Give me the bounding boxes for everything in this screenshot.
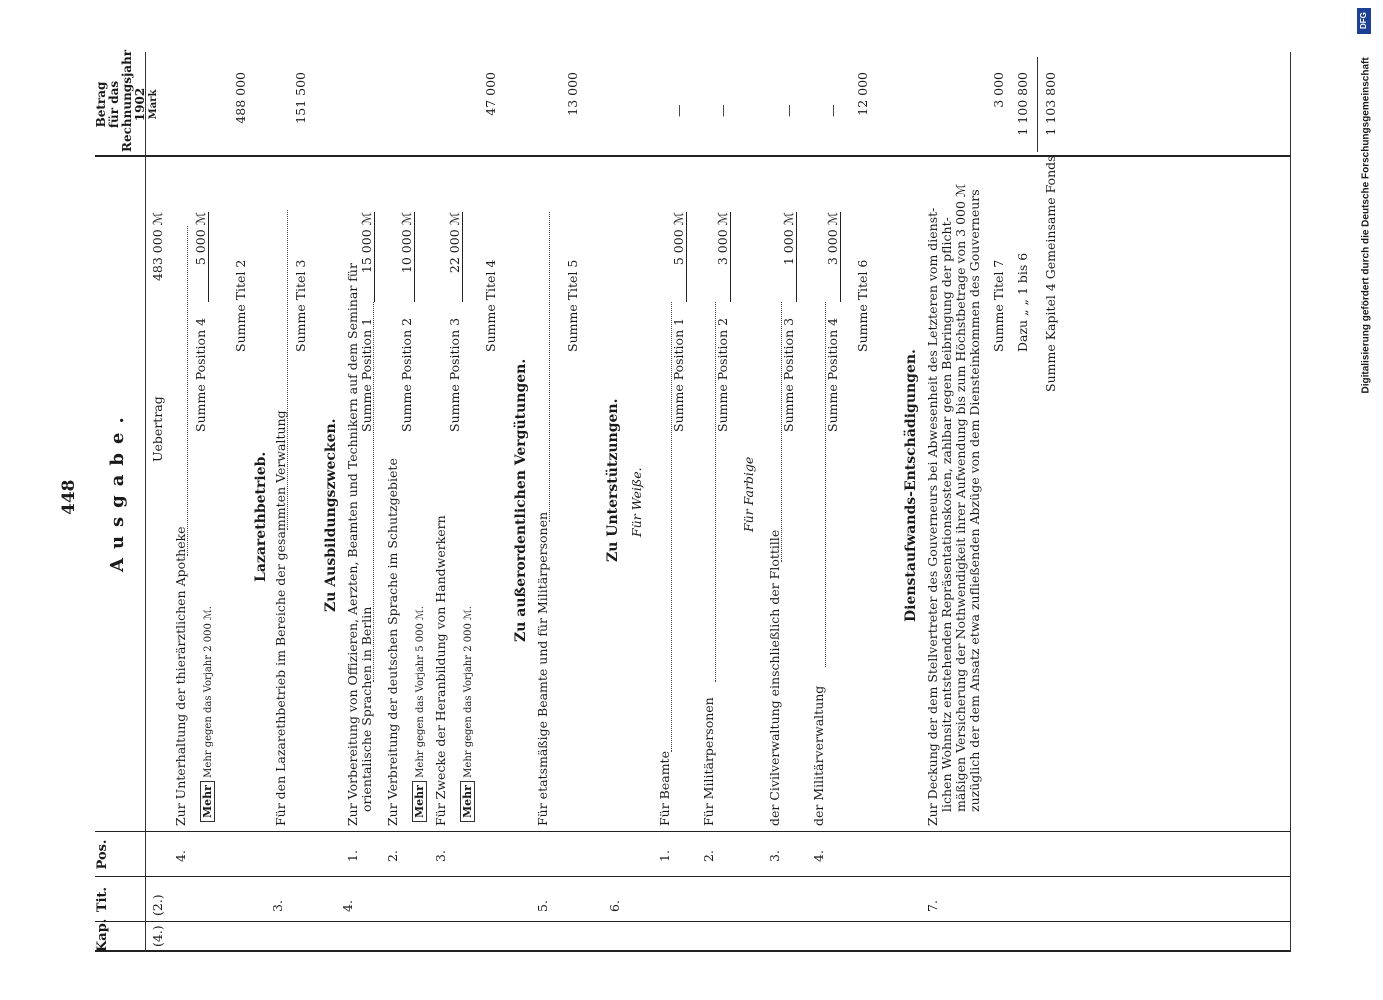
row-text: Zur Deckung der dem Stellvertreter des Gouverneurs bei Abwesenheit des Letzteren vom dienst- bbox=[925, 207, 940, 826]
betrag-line: Betrag bbox=[94, 81, 108, 128]
tit-num: 5. bbox=[535, 900, 550, 912]
betrag-line: für das bbox=[107, 80, 121, 129]
pos-amount: 5 000 ℳ bbox=[193, 212, 209, 302]
sum-label: Summe Position 4 bbox=[825, 317, 840, 432]
row-text: Für den Lazarethbetrieb im Bereiche der gesammten Verwaltung bbox=[273, 410, 288, 826]
tit-cont: (2.) bbox=[150, 894, 165, 916]
sub-heading: Für Farbige bbox=[741, 456, 756, 532]
tit-num: 3. bbox=[270, 900, 285, 912]
page-title: Ausgabe. bbox=[107, 408, 128, 572]
kapitel-amount: 1 103 800 bbox=[1043, 72, 1058, 136]
kapitel-label: Summe Kapitel 4 Gemeinsame Fonds bbox=[1043, 155, 1058, 392]
row-text: zuzüglich der dem Ansatz etwa zufließenden Abzüge von dem Diensteinkommen des Gouverneurs bbox=[967, 189, 982, 812]
dfg-note-text: Digitalisierung gefördert durch die Deutsche Forschungsgemeinschaft bbox=[1360, 57, 1372, 394]
titel-amount: 12 000 bbox=[855, 72, 870, 116]
mehr-note: Mehr Mehr gegen das Vorjahr 2 000 ℳ. bbox=[201, 606, 214, 822]
dazu-amount: 1 100 800 bbox=[1015, 72, 1030, 136]
uebertrag-amount: 483 000 ℳ bbox=[150, 212, 165, 282]
sum-label: Summe Position 3 bbox=[447, 317, 462, 432]
tit-num: 7. bbox=[925, 900, 940, 912]
col-tit: Tit. bbox=[95, 886, 110, 913]
sum-label: Summe Position 2 bbox=[399, 317, 414, 432]
pos-amount: 1 000 ℳ bbox=[781, 212, 797, 302]
dfg-note bbox=[1346, 8, 1383, 420]
titel-label: Summe Titel 7 bbox=[991, 259, 1006, 352]
titel-amount: 47 000 bbox=[483, 72, 498, 116]
sum-label: Summe Position 4 bbox=[193, 317, 208, 432]
sum-label: Summe Position 1 bbox=[671, 317, 686, 432]
page-number: 448 bbox=[59, 479, 79, 515]
col-betrag bbox=[94, 49, 160, 152]
row-text: Für Zwecke der Heranbildung von Handwerkern bbox=[433, 515, 448, 826]
budget-table bbox=[94, 49, 1295, 952]
dazu-label: Dazu „ „ 1 bis 6 bbox=[1015, 252, 1030, 352]
section-heading: Zu Unterstützungen. bbox=[605, 398, 621, 562]
pos-num: 2. bbox=[385, 850, 400, 862]
pos-amount: 22 000 ℳ bbox=[447, 212, 463, 302]
pos-amount: 3 000 ℳ bbox=[825, 212, 841, 302]
row-text: der Militärverwaltung bbox=[811, 685, 826, 826]
tit-num: 4. bbox=[340, 900, 355, 912]
col-pos: Pos. bbox=[95, 839, 110, 870]
sum-label: Summe Position 3 bbox=[781, 317, 796, 432]
pos-num: 4. bbox=[173, 850, 188, 862]
row-text: Zur Vorbereitung von Offizieren, Aerzten, Beamten und Technikern auf dem Seminar für bbox=[345, 263, 360, 826]
pos-num: 2. bbox=[701, 850, 716, 862]
row-text: Für Militärpersonen bbox=[701, 697, 716, 826]
pos-amount: 15 000 ℳ bbox=[359, 212, 375, 302]
titel-amount: 3 000 bbox=[991, 72, 1006, 108]
kap-cont: (4.) bbox=[150, 925, 165, 947]
mehr-note: Mehr Mehr gegen das Vorjahr 2 000 ℳ. bbox=[461, 606, 474, 822]
pos-amount: 3 000 ℳ bbox=[715, 212, 731, 302]
betrag-line: 1902 bbox=[133, 87, 147, 122]
dash: — bbox=[781, 104, 796, 117]
titel-label: Summe Titel 2 bbox=[233, 259, 248, 352]
dfg-logo: DFG bbox=[1357, 8, 1371, 34]
row-text: Zur Unterhaltung der thierärztlichen Apotheke bbox=[173, 526, 188, 826]
tit-num: 6. bbox=[607, 900, 622, 912]
currency: Mark bbox=[148, 89, 159, 120]
pos-amount: 10 000 ℳ bbox=[399, 212, 415, 302]
sum-label: Summe Position 1 bbox=[359, 317, 374, 432]
mehr-text: Mehr gegen das Vorjahr 2 000 ℳ. bbox=[463, 606, 474, 778]
row-text: Für etatsmäßige Beamte und für Militärpersonen bbox=[535, 511, 550, 826]
row-text: lichen Wohnsitz entstehenden Repräsentationskosten, zahlbar gegen Beibringung der pflicht- bbox=[939, 217, 954, 812]
sum-label: Summe Position 2 bbox=[715, 317, 730, 432]
pos-num: 4. bbox=[811, 850, 826, 862]
row-text: mäßigen Versicherung der Nothwendigkeit ihrer Aufwendung bis zum Höchstbetrage von 3 000 ℳ bbox=[953, 183, 968, 812]
dash: — bbox=[825, 104, 840, 117]
row-text: Für Beamte bbox=[657, 751, 672, 826]
titel-label: Summe Titel 5 bbox=[565, 259, 580, 352]
row-text: Zur Verbreitung der deutschen Sprache im Schutzgebiete bbox=[385, 458, 400, 826]
titel-label: Summe Titel 3 bbox=[293, 259, 308, 352]
section-heading: Lazarethbetrieb. bbox=[253, 451, 269, 582]
pos-num: 1. bbox=[657, 850, 672, 862]
row-text: orientalische Sprachen in Berlin bbox=[359, 606, 374, 812]
section-heading: Zu Ausbildungszwecken. bbox=[323, 418, 339, 612]
titel-amount: 13 000 bbox=[565, 72, 580, 116]
titel-amount: 151 500 bbox=[293, 72, 308, 124]
titel-amount: 488 000 bbox=[233, 72, 248, 124]
row-text: der Civilverwaltung einschließlich der Flottille bbox=[767, 529, 782, 826]
dash: — bbox=[671, 104, 686, 117]
sub-heading: Für Weiße. bbox=[629, 467, 644, 537]
uebertrag-label: Uebertrag bbox=[150, 396, 165, 462]
dash: — bbox=[715, 104, 730, 117]
mehr-text: Mehr gegen das Vorjahr 2 000 ℳ. bbox=[203, 606, 214, 778]
titel-label: Summe Titel 6 bbox=[855, 259, 870, 352]
col-kap: Kap. bbox=[95, 918, 110, 952]
pos-num: 3. bbox=[767, 850, 782, 862]
pos-num: 3. bbox=[433, 850, 448, 862]
pos-amount: 5 000 ℳ bbox=[671, 212, 687, 302]
betrag-line: Rechnungsjahr bbox=[120, 49, 134, 152]
section-heading: Dienstaufwands-Entschädigungen. bbox=[903, 349, 919, 622]
section-heading: Zu außerordentlichen Vergütungen. bbox=[513, 358, 529, 642]
pos-num: 1. bbox=[345, 850, 360, 862]
mehr-text: Mehr gegen das Vorjahr 5 000 ℳ. bbox=[415, 606, 426, 778]
mehr-note: Mehr Mehr gegen das Vorjahr 5 000 ℳ. bbox=[413, 606, 426, 822]
titel-label: Summe Titel 4 bbox=[483, 259, 498, 352]
